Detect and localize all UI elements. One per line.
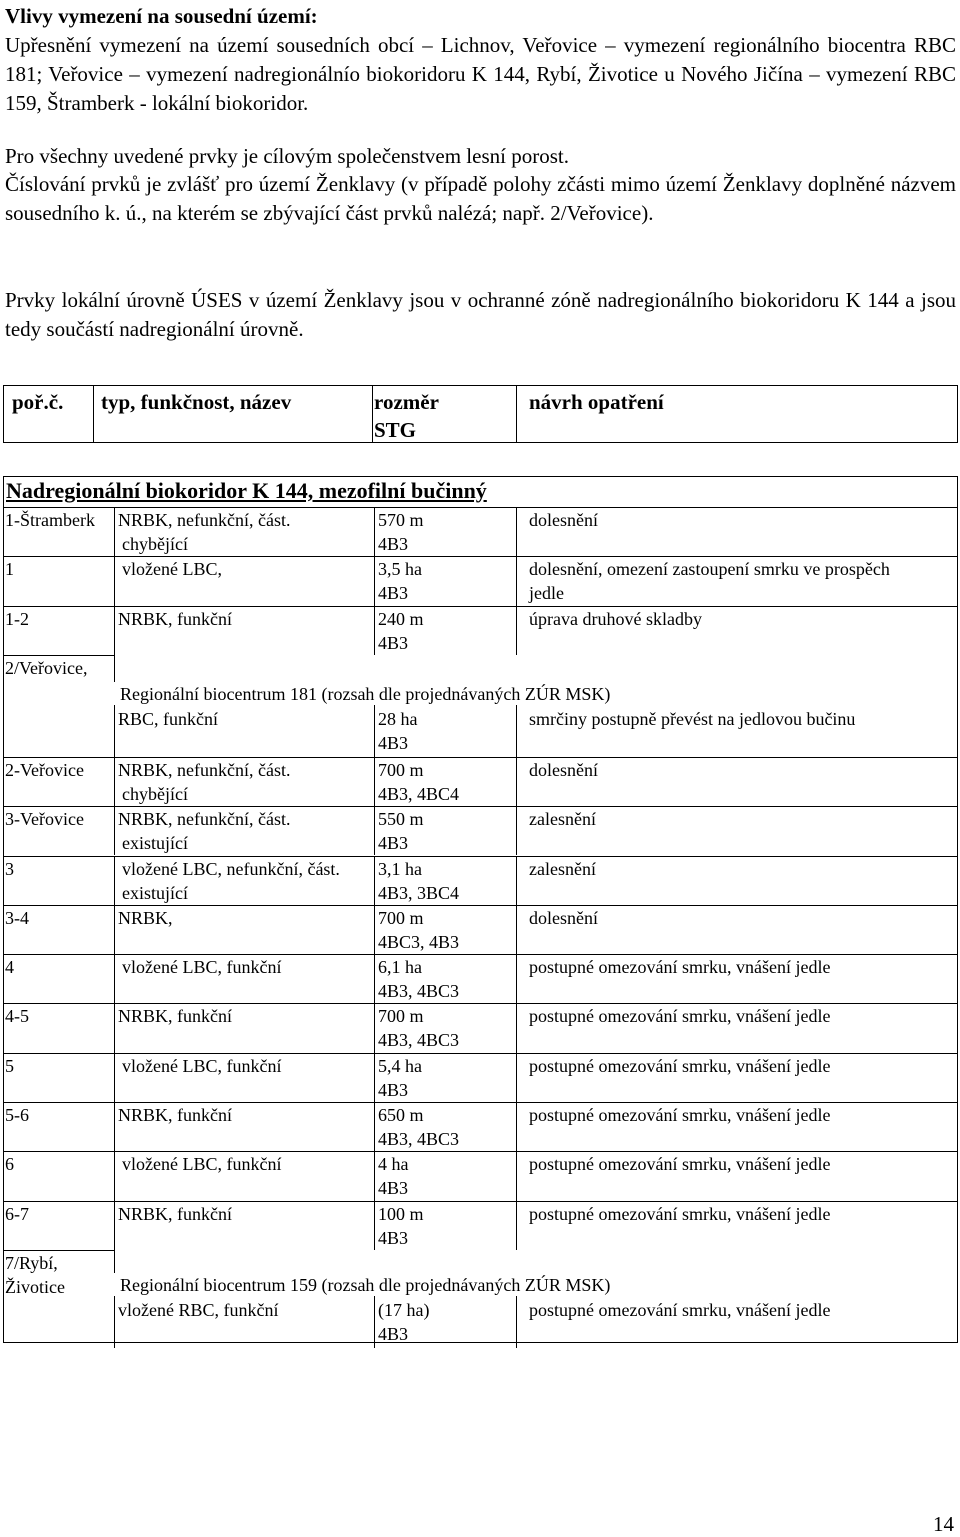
column-divider: [114, 1296, 115, 1348]
row-size: 650 m: [378, 1105, 424, 1125]
row-stg: 4B3: [378, 632, 409, 653]
row-stg: 4B3, 4BC3: [378, 1030, 460, 1051]
row-measure: postupné omezování smrku, vnášení jedle: [529, 1203, 831, 1224]
column-divider: [374, 1296, 375, 1348]
column-divider: [114, 556, 115, 605]
row-id: 1-2: [5, 608, 29, 629]
row-measure: postupné omezování smrku, vnášení jedle: [529, 1299, 831, 1320]
row-size: 4 ha: [378, 1154, 409, 1175]
row-size: 570 m: [378, 510, 424, 530]
row-id: 2-Veřovice: [5, 759, 84, 780]
row-id: 1-Štramberk: [5, 510, 95, 530]
row-id: 2/Veřovice,: [5, 657, 88, 678]
row-stg: 4BC3, 4B3: [378, 931, 460, 952]
row-id: 5: [5, 1055, 14, 1076]
row-type: vložené LBC, nefunkční, část.: [122, 858, 340, 879]
row-id: 4-5: [5, 1006, 29, 1027]
row-size: 28 ha: [378, 708, 418, 729]
row-type: NRBK, nefunkční, část.: [118, 809, 291, 830]
column-divider: [374, 856, 375, 905]
row-type: chybějící: [122, 534, 188, 554]
column-divider: [374, 1151, 375, 1200]
column-divider: [516, 757, 517, 806]
row-size: 3,5 ha: [378, 559, 422, 580]
row-measure: dolesnění: [529, 510, 598, 530]
row-size: 700 m: [378, 1006, 424, 1027]
row-stg: 4B3: [378, 1323, 409, 1344]
row-type: NRBK, funkční: [118, 1006, 232, 1027]
table-header: [3, 385, 958, 443]
row-stg: 4B3, 3BC4: [378, 882, 460, 903]
row-measure: dolesnění: [529, 907, 598, 928]
row-measure: postupné omezování smrku, vnášení jedle: [529, 1006, 831, 1027]
column-divider: [374, 1053, 375, 1102]
row-size: 550 m: [378, 809, 424, 830]
column-divider: [516, 556, 517, 605]
row-span-note: Regionální biocentrum 159 (rozsah dle projednávaných ZÚR MSK): [120, 1274, 611, 1295]
biocorridor-table: [3, 476, 958, 1343]
row-type: NRBK, nefunkční, část.: [118, 510, 291, 530]
row-id: 3-4: [5, 907, 29, 928]
header-cell-navrh: návrh opatření: [529, 390, 664, 414]
column-divider: [114, 1151, 115, 1200]
column-divider: [516, 1003, 517, 1052]
section-title: Nadregionální biokoridor K 144, mezofilní bučinný: [6, 478, 487, 503]
row-measure: dolesnění, omezení zastoupení smrku ve prospěch: [529, 559, 890, 580]
row-stg: 4B3: [378, 583, 409, 604]
intro-heading: Vlivy vymezení na sousední území:: [5, 4, 318, 28]
column-divider: [516, 954, 517, 1003]
row-stg: 4B3: [378, 1227, 409, 1248]
column-divider: [374, 757, 375, 806]
row-measure: smrčiny postupně převést na jedlovou bučinu: [529, 708, 856, 729]
row-id: 3-Veřovice: [5, 809, 84, 830]
row-measure: dolesnění: [529, 759, 598, 780]
row-type: vložené LBC,: [122, 559, 222, 580]
column-divider: [374, 556, 375, 605]
row-type: NRBK, funkční: [118, 608, 232, 629]
column-divider: [374, 705, 375, 757]
column-divider: [516, 606, 517, 655]
row-type: existující: [122, 882, 188, 903]
row-size: 6,1 ha: [378, 957, 422, 978]
column-divider: [114, 856, 115, 905]
column-divider: [374, 905, 375, 954]
column-divider: [114, 1053, 115, 1102]
column-divider: [516, 1102, 517, 1151]
row-type: NRBK,: [118, 907, 173, 928]
row-size: 700 m: [378, 759, 424, 780]
row-type: vložené LBC, funkční: [122, 1154, 282, 1175]
row-size: 3,1 ha: [378, 858, 422, 879]
column-divider: [516, 1296, 517, 1348]
row-size: 100 m: [378, 1203, 424, 1224]
row-measure: postupné omezování smrku, vnášení jedle: [529, 1105, 831, 1125]
column-divider: [516, 705, 517, 757]
intro-paragraph-4: Prvky lokální úrovně ÚSES v území Ženklavy jsou v ochranné zóně nadregionálního biokoridoru K 144 a jsou tedy součástí nadregionální úrovně.: [5, 288, 956, 341]
row-id: Životice: [5, 1276, 65, 1297]
column-divider: [516, 1151, 517, 1200]
column-divider: [516, 905, 517, 954]
row-type: chybějící: [122, 783, 188, 804]
column-divider: [516, 507, 517, 556]
row-span-note: Regionální biocentrum 181 (rozsah dle projednávaných ZÚR MSK): [120, 683, 611, 704]
column-divider: [114, 507, 115, 556]
header-divider: [516, 386, 517, 442]
row-size: 5,4 ha: [378, 1055, 422, 1076]
row-measure: zalesnění: [529, 858, 596, 879]
column-divider: [114, 705, 115, 757]
column-divider: [374, 1102, 375, 1151]
column-divider: [516, 806, 517, 855]
column-divider: [516, 856, 517, 905]
row-measure: úprava druhové skladby: [529, 608, 702, 629]
row-id: 1: [5, 559, 14, 580]
intro-paragraph-3: Číslování prvků je zvlášť pro území Ženklavy (v případě polohy zčásti mimo území Ženklavy doplněné názvem sousedního k. ú., na kterém se zbývající část prvků nalézá; např. 2/Veřovice).: [5, 172, 956, 225]
header-cell-poradi: poř.č.: [12, 390, 64, 414]
column-divider: [114, 1003, 115, 1052]
column-divider: [374, 806, 375, 855]
row-stg: 4B3: [378, 833, 409, 854]
column-divider: [114, 954, 115, 1003]
column-divider: [114, 655, 115, 682]
intro-paragraph-1: Upřesnění vymezení na území sousedních obcí – Lichnov, Veřovice – vymezení regionálního biocentra RBC 181; Veřovice – vymezení nadregionálnío biokoridoru K 144, Rybí, Životice u Nového Jičína – vymezení RBC 159, Štramberk - lokální biokoridor.: [5, 33, 956, 115]
header-divider: [93, 386, 94, 442]
column-divider: [114, 1201, 115, 1250]
row-id: 6: [5, 1154, 14, 1175]
row-measure: postupné omezování smrku, vnášení jedle: [529, 957, 831, 978]
intro-block: [5, 2, 956, 118]
column-divider: [114, 757, 115, 806]
row-size: 240 m: [378, 608, 424, 629]
row-id: 3: [5, 858, 14, 879]
row-stg: 4B3, 4BC3: [378, 981, 460, 1002]
row-type: vložené LBC, funkční: [122, 957, 282, 978]
row-type: NRBK, funkční: [118, 1203, 232, 1224]
row-measure: postupné omezování smrku, vnášení jedle: [529, 1154, 831, 1175]
column-divider: [516, 1053, 517, 1102]
row-stg: 4B3: [378, 1178, 409, 1199]
row-id: 4: [5, 957, 14, 978]
row-size: (17 ha): [378, 1299, 430, 1320]
header-cell-rozmer: rozměr STG: [374, 390, 439, 442]
row-stg: 4B3: [378, 732, 409, 753]
row-size: 700 m: [378, 907, 424, 928]
intro-paragraph-2: Pro všechny uvedené prvky je cílovým společenstvem lesní porost.: [5, 144, 569, 168]
row-id: 5-6: [5, 1105, 29, 1125]
row-type: NRBK, funkční: [118, 1105, 232, 1125]
row-type: vložené RBC, funkční: [118, 1299, 279, 1320]
column-divider: [374, 1003, 375, 1052]
row-type: vložené LBC, funkční: [122, 1055, 282, 1076]
row-measure: postupné omezování smrku, vnášení jedle: [529, 1055, 831, 1076]
row-measure: zalesnění: [529, 809, 596, 830]
row-stg: 4B3: [378, 534, 409, 554]
column-divider: [374, 507, 375, 556]
row-stg: 4B3, 4BC3: [378, 1129, 460, 1149]
row-stg: 4B3: [378, 1079, 409, 1100]
column-divider: [114, 606, 115, 655]
row-type: RBC, funkční: [118, 708, 219, 729]
row-id: 6-7: [5, 1203, 29, 1224]
row-stg: 4B3, 4BC4: [378, 783, 460, 804]
header-cell-typ: typ, funkčnost, název: [101, 390, 292, 414]
column-divider: [114, 806, 115, 855]
column-divider: [114, 1250, 115, 1273]
row-measure: jedle: [529, 583, 564, 604]
header-divider: [372, 386, 373, 442]
row-type: NRBK, nefunkční, část.: [118, 759, 291, 780]
row-type: existující: [122, 833, 188, 854]
page-number: 14: [933, 1512, 954, 1536]
column-divider: [374, 954, 375, 1003]
row-id: 7/Rybí,: [5, 1252, 58, 1273]
column-divider: [516, 1201, 517, 1250]
column-divider: [114, 1102, 115, 1151]
column-divider: [374, 606, 375, 655]
column-divider: [114, 905, 115, 954]
column-divider: [374, 1201, 375, 1250]
